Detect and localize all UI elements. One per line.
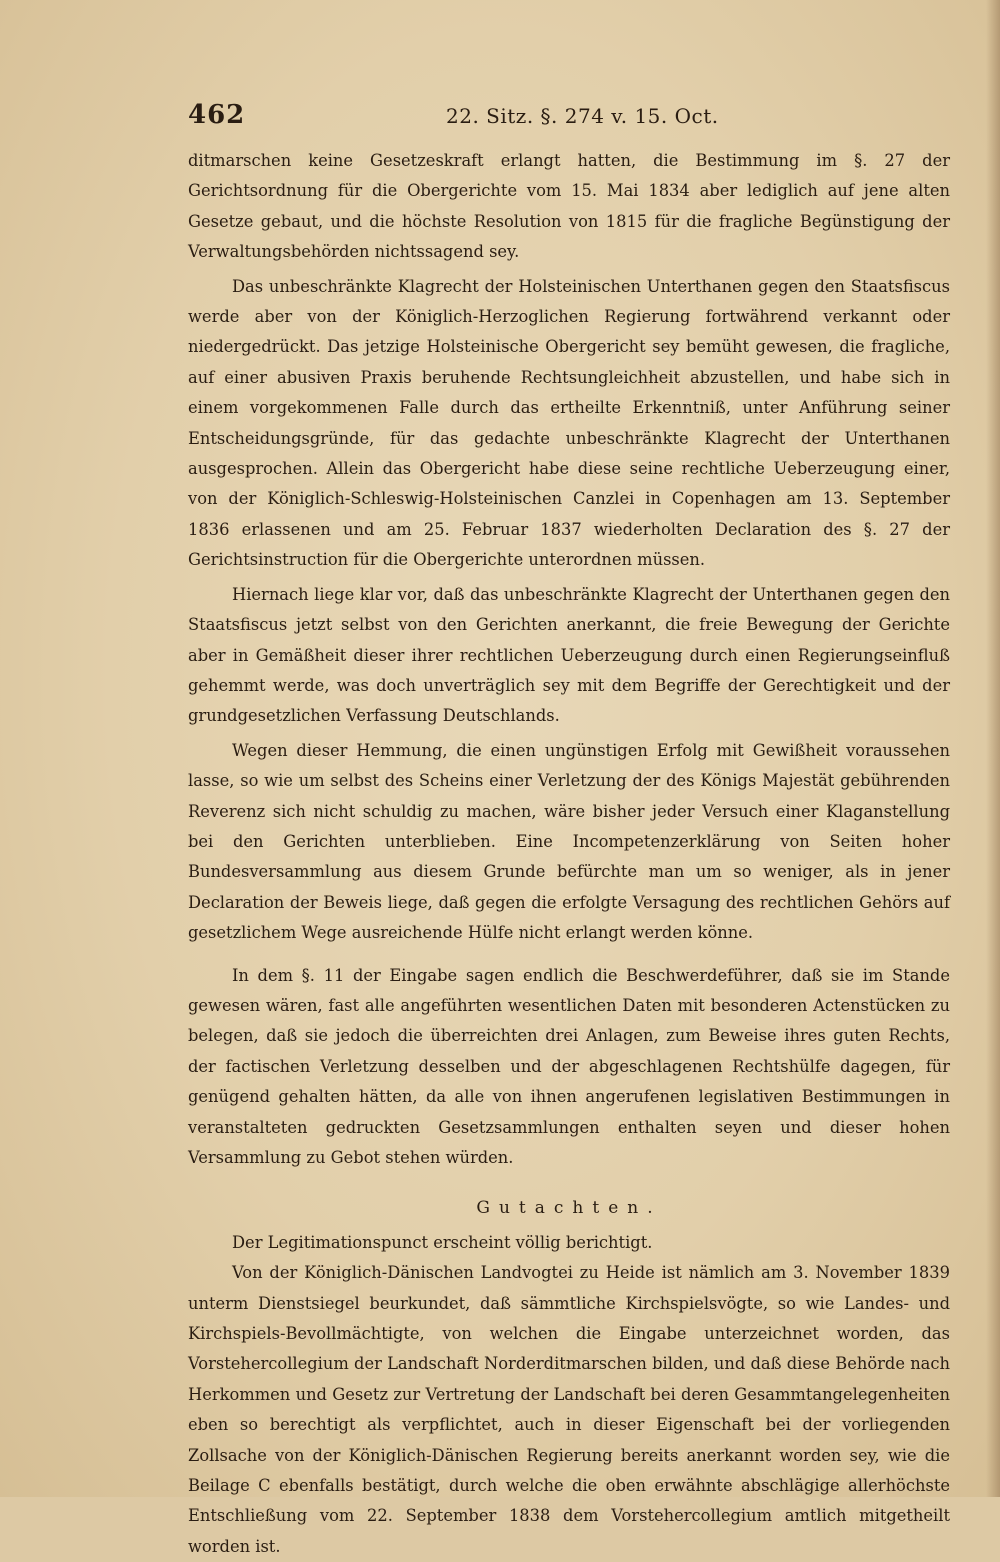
section-heading: Gutachten. [476, 1198, 662, 1219]
page-edge-shadow [986, 0, 1000, 1497]
paragraph: In dem §. 11 der Eingabe sagen endlich die Beschwerdeführer, daß sie im Stande gewesen wären, fast alle angeführten wesentlichen Daten mit besonderen Actenstücken zu belegen, daß sie jedoch die überreichten drei Anlagen, zum Beweise ihres guten Rechts, der factischen Verletzung desselben und der abgeschlagenen Rechtshülfe dagegen, für genügend gehalten hätten, da alle von ihnen angerufenen legislativen Bestimmungen in veranstalteten gedruckten Gesetzsammlungen enthalten seyen und dieser hohen Versammlung zu Gebot stehen würden. [188, 965, 950, 1167]
page-number: 462 [188, 100, 246, 130]
body-text [188, 146, 950, 1562]
running-head: 22. Sitz. §. 274 v. 15. Oct. [446, 104, 719, 128]
paragraph: Der Legitimationspunct erscheint völlig berichtigt. [232, 1232, 653, 1252]
paragraph: ditmarschen keine Gesetzeskraft erlangt hatten, die Bestimmung im §. 27 der Gerichtsordnung für die Obergerichte vom 15. Mai 1834 aber lediglich auf jene alten Gesetze gebaut, und die höchste Resolution von 1815 für die fragliche Begünstigung der Verwaltungsbehörden nichtssagend sey. [188, 151, 950, 262]
paragraph: Das unbeschränkte Klagrecht der Holsteinischen Unterthanen gegen den Staatsfiscus werde aber von der Königlich-Herzoglichen Regierung fortwährend verkannt oder niedergedrückt. Das jetzige Holsteinische Obergericht sey bemüht gewesen, die fragliche, auf einer abusiven Praxis beruhende Rechtsungleichheit abzustellen, und habe sich in einem vorgekommenen Falle durch das ertheilte Erkenntniß, unter Anführung seiner Entscheidungsgründe, für das gedachte unbeschränkte Klagrecht der Unterthanen ausgesprochen. Allein das Obergericht habe diese seine rechtliche Ueberzeugung einer, von der Königlich-Schleswig-Holsteinischen Canzlei in Copenhagen am 13. September 1836 erlassenen und am 25. Februar 1837 wiederholten Declaration des §. 27 der Gerichtsinstruction für die Obergerichte unterordnen müssen. [188, 276, 950, 570]
paragraph: Von der Königlich-Dänischen Landvogtei zu Heide ist nämlich am 3. November 1839 unterm Dienstsiegel beurkundet, daß sämmtliche Kirchspielsvögte, so wie Landes- und Kirchspiels-Bevollmächtigte, von welchen die Eingabe unterzeichnet worden, das Vorstehercollegium der Landschaft Norderditmarschen bilden, und daß diese Behörde nach Herkommen und Gesetz zur Vertretung der Landschaft bei deren Gesammtangelegenheiten eben so berechtigt als verpflichtet, auch in dieser Eigenschaft bei der vorliegenden Zollsache von der Königlich-Dänischen Regierung bereits anerkannt worden sey, wie die Beilage C ebenfalls bestätigt, durch welche die oben erwähnte abschlägige allerhöchste Entschließung vom 22. September 1838 dem Vorstehercollegium amtlich mitgetheilt worden ist. [188, 1263, 950, 1556]
paragraph: Hiernach liege klar vor, daß das unbeschränkte Klagrecht der Unterthanen gegen den Staatsfiscus jetzt selbst von den Gerichten anerkannt, die freie Bewegung der Gerichte aber in Gemäßheit dieser ihrer rechtlichen Ueberzeugung durch einen Regierungseinfluß gehemmt werde, was doch unverträglich sey mit dem Begriffe der Gerechtigkeit und der grundgesetzlichen Verfassung Deutschlands. [188, 584, 950, 726]
page-header [188, 100, 948, 140]
paragraph: Wegen dieser Hemmung, die einen ungünstigen Erfolg mit Gewißheit voraussehen lasse, so wie um selbst des Scheins einer Verletzung der des Königs Majestät gebührenden Reverenz sich nicht schuldig zu machen, wäre bisher jeder Versuch einer Klaganstellung bei den Gerichten unterblieben. Eine Incompetenzerklärung von Seiten hoher Bundesversammlung aus diesem Grunde befürchte man um so weniger, als in jener Declaration der Beweis liege, daß gegen die erfolgte Versagung des rechtlichen Gehörs auf gesetzlichem Wege ausreichende Hülfe nicht erlangt werden könne. [188, 740, 950, 943]
